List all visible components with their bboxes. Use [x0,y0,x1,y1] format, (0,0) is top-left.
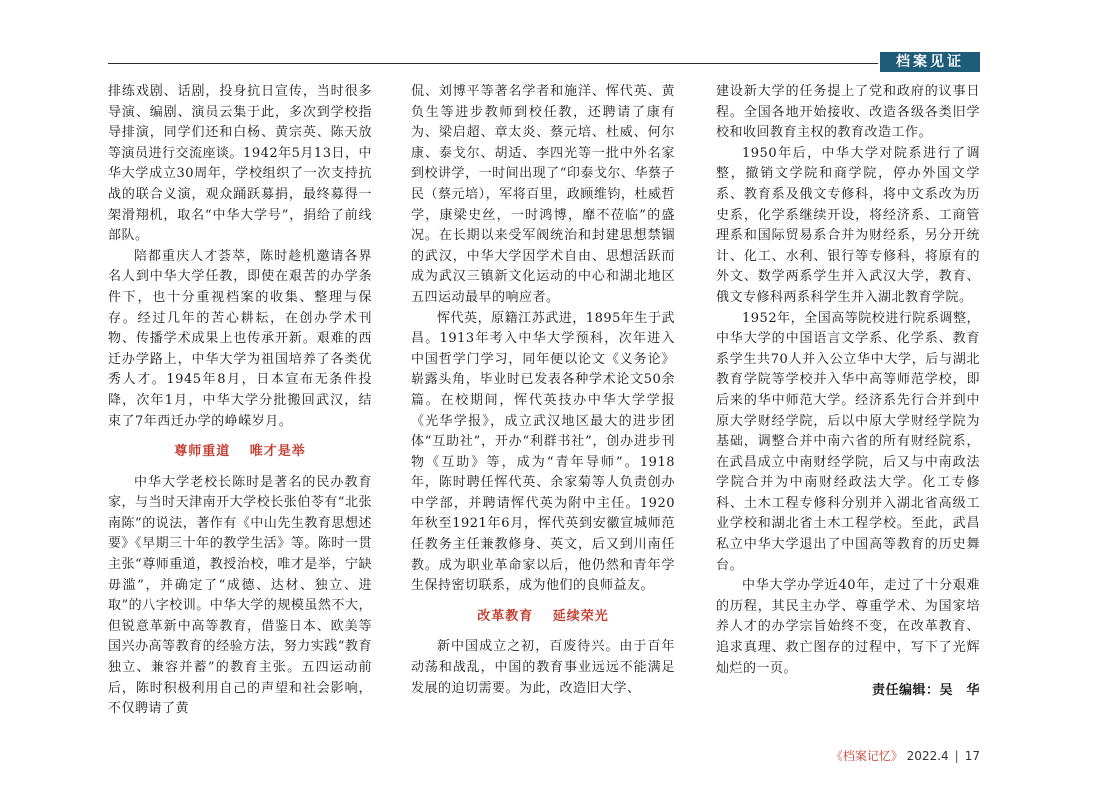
section-heading [108,442,372,463]
article-column-1 [108,82,372,720]
page-footer [740,747,980,764]
paragraph: 排练戏剧、话剧，投身抗日宣传，当时很多导演、编剧、演员云集于此，多次到学校指导排演，同学们还和白杨、黄宗英、陈天放等演员进行交流座谈。1942年5月13日，中华大学成立30周年，学校组织了一次支持抗战的联合义演，观众踊跃募捐，最终募得一架滑翔机，取名“中华大学号”，捐给了前线部队。 [108,84,372,244]
paragraph: 中华大学老校长陈时是著名的民办教育家，与当时天津南开大学校长张伯苓有“北张南陈”的说法，著作有《中山先生教育思想述要》《早期三十年的教学生活》等。陈时一贯主张“尊师重道，教授治校，唯才是举，宁缺毋滥”，并确定了“成德、达材、独立、进取”的八字校训。中华大学的规模虽然不大，但锐意革新中高等教育，借鉴日本、欧美等国兴办高等教育的经验方法，努力实践“教育独立、兼容并蓄”的教育主张。五四运动前后，陈时积极利用自己的声望和社会影响，不仅聘请了黄 [108,474,372,717]
section-heading [411,607,675,628]
article-column-2 [411,82,675,699]
page-number: 17 [964,749,980,763]
editor-credit: 责任编辑：吴 华 [871,683,980,699]
paragraph: 陪都重庆人才荟萃，陈时趁机邀请各界名人到中华大学任教，即使在艰苦的办学条件下，也十分重视档案的收集、整理与保存。经过几年的苦心耕耘，在创办学术刊物、传播学术成果上也传承开新。艰难的西迁办学路上，中华大学为祖国培养了各类优秀人才。1945年8月，日本宣布无条件投降，次年1月，中华大学分批搬回武汉，结束了7年西迁办学的峥嵘岁月。 [108,248,372,429]
paragraph: 恽代英，原籍江苏武进，1895年生于武昌。1913年考入中华大学预科，次年进入中国哲学门学习，同年便以论文《义务论》崭露头角，毕业时已发表各种学术论文50余篇。在校期间，恽代英技办中华大学学报《光华学报》，成立武汉地区最大的进步团体“互助社”，开办“利群书社”，创办进步刊物《互助》等，成为“青年导师”。1918年，陈时聘任恽代英、余家菊等人负责创办中学部，并聘请恽代英为附中主任。1920年秋至1921年6月，恽代英到安徽宣城师范任教务主任兼教修身、英文，后又到川南任教。成为职业革命家以后，他仍然和青年学生保持密切联系，成为他们的良师益友。 [411,310,675,594]
journal-name: 《档案记忆》 [830,749,903,763]
issue-number: 2022.4 [906,749,949,763]
paragraph: 1950年后，中华大学对院系进行了调整，撤销文学院和商学院，停办外国文学系、教育系及俄文专修科，将中文系改为历史系，化学系继续开设，将经济系、工商管理系和国际贸易系合并为财经系，另分开统计、化工、水利、银行等专修科，将原有的外文、数学两系学生并入武汉大学，教育、俄文专修科两系科学生并入湖北教育学院。 [716,145,980,305]
footer-separator: | [954,749,959,763]
section-heading-part: 唯才是举 [249,444,306,460]
paragraph: 新中国成立之初，百废待兴。由于百年动荡和战乱，中国的教育事业远远不能满足发展的迫切需要。为此，改造旧大学、 [411,639,675,696]
section-heading-part: 延续荣光 [552,608,609,624]
section-heading-part: 尊师重道 [174,444,231,460]
header-rule [108,63,878,64]
paragraph: 1952年，全国高等院校进行院系调整，中华大学的中国语言文学系、化学系、教育系学生共70人并入公立华中大学，后与湖北教育学院等学校并入华中高等师范学校，即后来的华中师范大学。经济系先行合并到中原大学财经学院，后以中原大学财经学院为基础，调整合并中南六省的所有财经院系，在武昌成立中南财经学院，后又与中南政法学院合并为中南财经政法大学。化工专修科、土木工程专修科分别并入湖北省高级工业学校和湖北省土木工程学校。至此，武昌私立中华大学退出了中国高等教育的历史舞台。 [716,310,980,573]
article-column-3 [716,82,980,702]
section-tag: 档案见证 [880,52,980,72]
paragraph: 侃、刘博平等著名学者和施洋、恽代英、黄负生等进步教师到校任教，还聘请了康有为、梁启超、章太炎、蔡元培、杜威、何尔康、泰戈尔、胡适、李四光等一批中外名家到校讲学，一时间出现了“印泰戈尔、华蔡子民（蔡元培），军将百里，政顾维钧，杜威哲学，康梁史丝，一时鸿博，靡不莅临”的盛况。在长期以来受军阀统治和封建思想禁锢的武汉，中华大学因学术自由、思想活跃而成为武汉三镇新文化运动的中心和湖北地区五四运动最早的响应者。 [411,84,675,305]
paragraph: 中华大学办学近40年，走过了十分艰难的历程，其民主办学、尊重学术、为国家培养人才的办学宗旨始终不变，在改革教育、追求真理、救亡图存的过程中，写下了光辉灿烂的一页。 [716,578,980,676]
section-heading-part: 改革教育 [477,608,534,624]
paragraph: 建设新大学的任务提上了党和政府的议事日程。全国各地开始接收、改造各级各类旧学校和收回教育主权的教育改造工作。 [716,84,980,141]
